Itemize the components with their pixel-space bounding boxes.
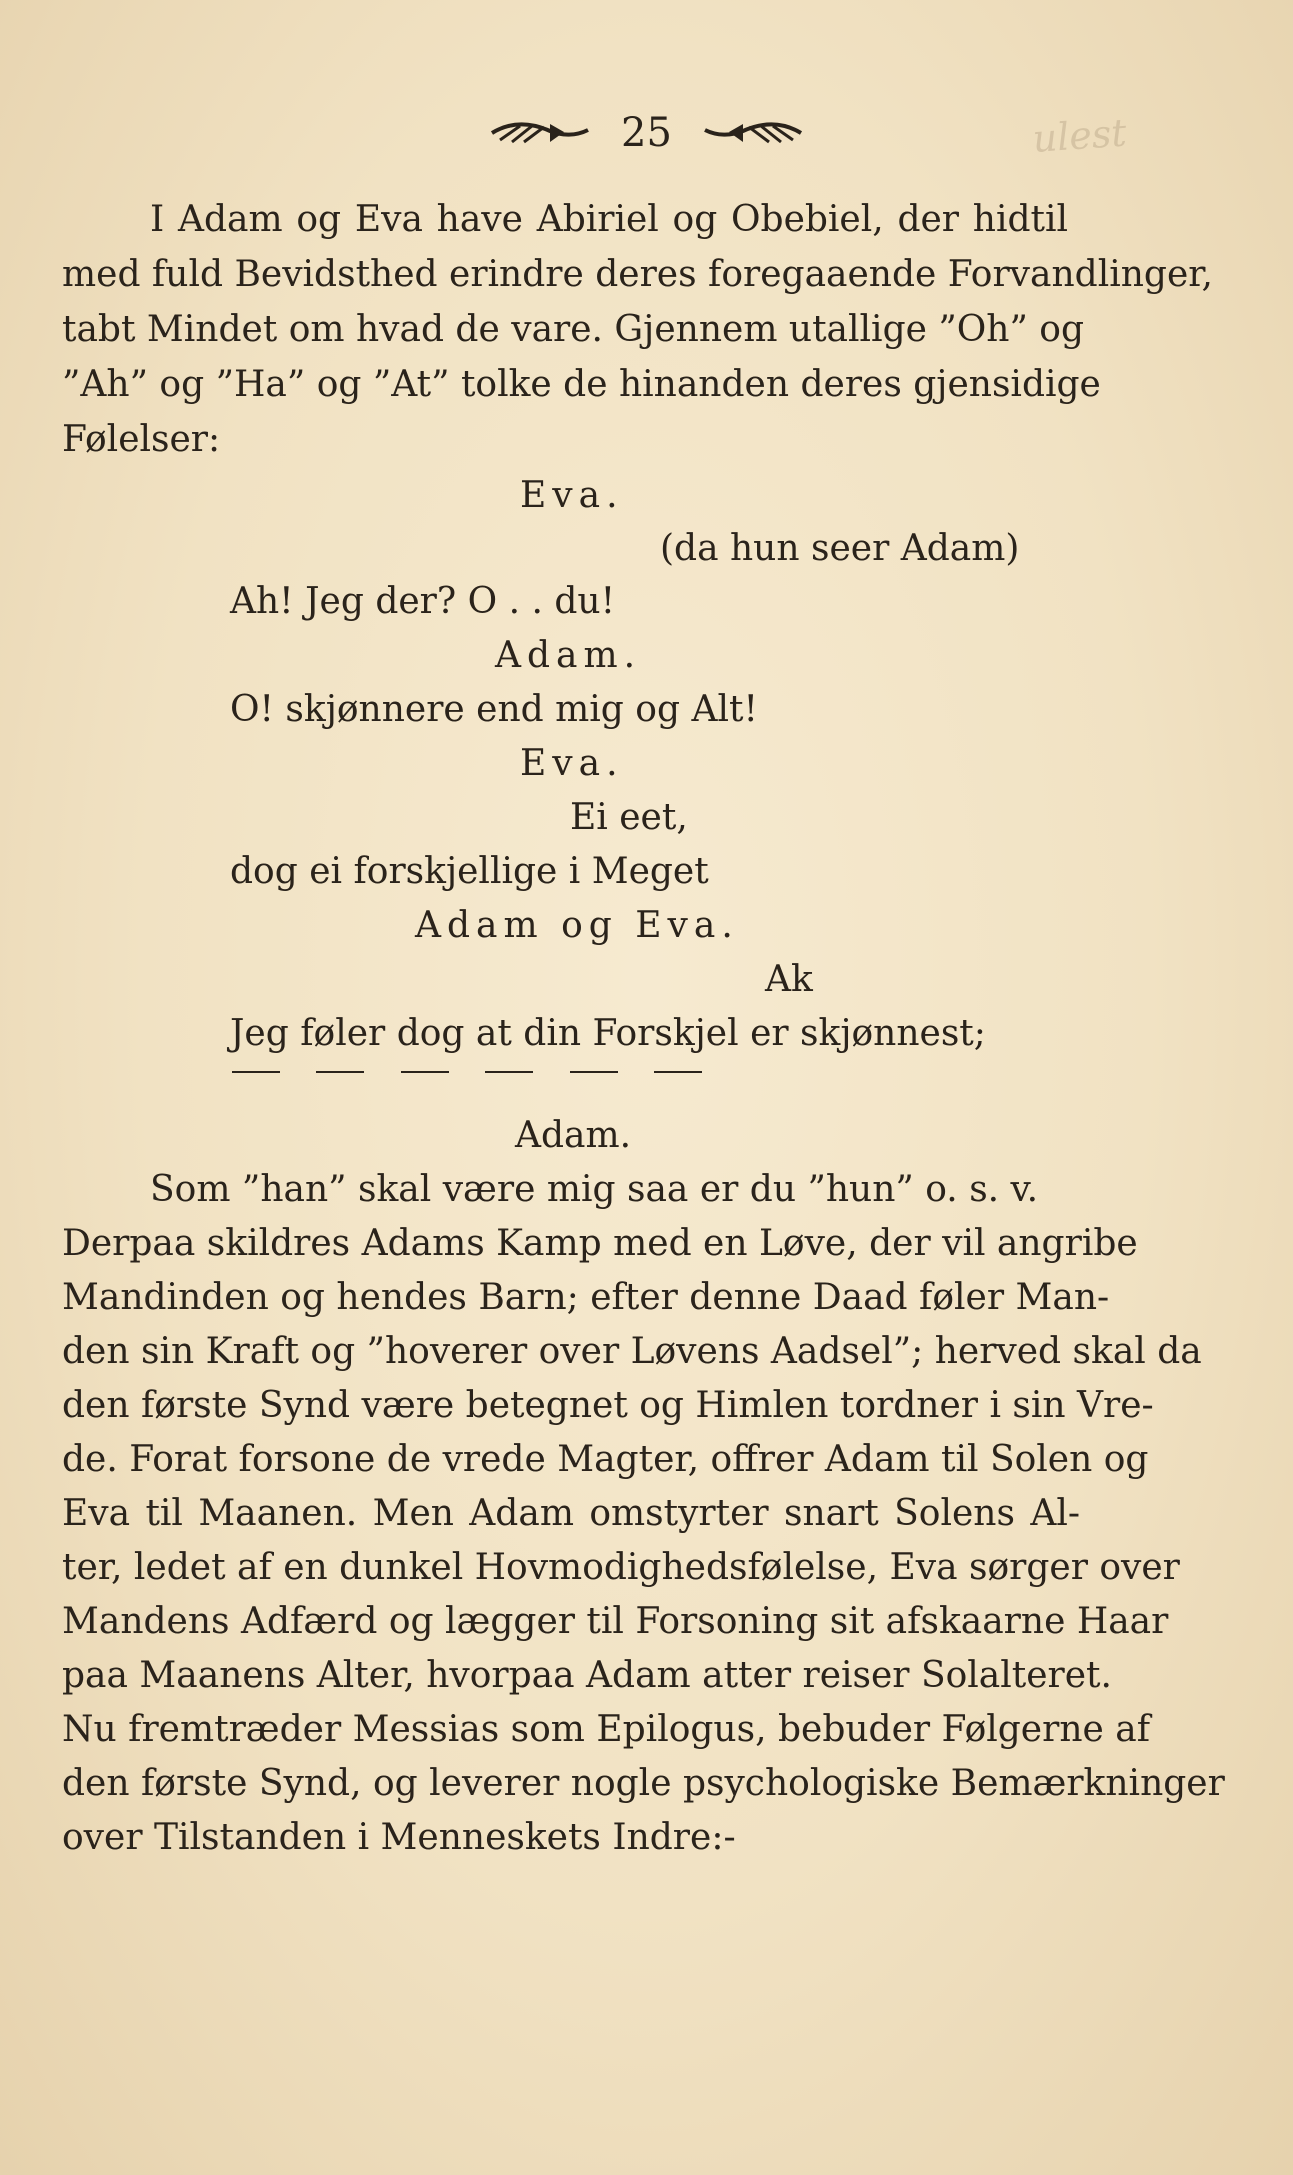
text-line: paa Maanens Alter, hvorpaa Adam atter reiser Solalteret. [62, 1655, 1112, 1696]
text-line: tabt Mindet om hvad de vare. Gjennem utallige ”Oh” og [62, 309, 1085, 350]
dash [232, 1071, 280, 1073]
page-header [0, 100, 1293, 163]
dialogue-line: Som ”han” skal være mig saa er du ”hun” o. s. v. [150, 1169, 1039, 1210]
speaker-name: Eva. [520, 743, 624, 784]
text-line: Følelser: [62, 419, 221, 460]
text-line: ter, ledet af en dunkel Hovmodighedsfølelse, Eva sørger over [62, 1547, 1180, 1588]
text-line: ”Ah” og ”Ha” og ”At” tolke de hinanden deres gjensidige [62, 364, 1101, 405]
text-line: Mandens Adfærd og lægger til Forsoning sit afskaarne Haar [62, 1601, 1169, 1642]
speaker-name: Adam. [495, 635, 642, 676]
dialogue-line: Ei eet, [570, 797, 688, 838]
right-ornament-icon [703, 118, 803, 148]
dialogue-line: Ak [765, 959, 813, 1000]
dash [654, 1071, 702, 1073]
dialogue-line: Ah! Jeg der? O . . du! [230, 581, 616, 622]
faded-margin-note: ulest [1031, 110, 1128, 161]
dialogue-line: O! skjønnere end mig og Alt! [230, 689, 758, 730]
dialogue-line: Jeg føler dog at din Forskjel er skjønnest; [230, 1013, 986, 1054]
left-ornament-icon [490, 118, 590, 148]
text-line: over Tilstanden i Menneskets Indre:- [62, 1817, 736, 1858]
dash [316, 1071, 364, 1073]
text-line: den første Synd være betegnet og Himlen tordner i sin Vre- [62, 1385, 1154, 1426]
text-line: den sin Kraft og ”hoverer over Løvens Aadsel”; herved skal da [62, 1331, 1202, 1372]
text-line: med fuld Bevidsthed erindre deres foregaaende Forvandlinger, [62, 254, 1213, 295]
text-line: Mandinden og hendes Barn; efter denne Daad føler Man- [62, 1277, 1110, 1318]
dialogue-line: dog ei forskjellige i Meget [230, 851, 709, 892]
omission-dashes [232, 1071, 702, 1073]
text-line: I Adam og Eva have Abiriel og Obebiel, der hidtil [150, 199, 1068, 240]
stage-direction: (da hun seer Adam) [660, 528, 1020, 569]
text-line: den første Synd, og leverer nogle psychologiske Bemærkninger [62, 1763, 1225, 1804]
page-number: 25 [621, 110, 672, 156]
text-line: de. Forat forsone de vrede Magter, offrer Adam til Solen og [62, 1439, 1149, 1480]
speaker-name: Adam og Eva. [415, 905, 739, 946]
speaker-name: Eva. [520, 475, 624, 516]
text-line: Derpaa skildres Adams Kamp med en Løve, der vil angribe [62, 1223, 1138, 1264]
speaker-name: Adam. [515, 1115, 632, 1156]
text-line: Nu fremtræder Messias som Epilogus, bebuder Følgerne af [62, 1709, 1151, 1750]
dash [485, 1071, 533, 1073]
text-line: Eva til Maanen. Men Adam omstyrter snart Solens Al- [62, 1493, 1080, 1534]
dash [401, 1071, 449, 1073]
dash [570, 1071, 618, 1073]
